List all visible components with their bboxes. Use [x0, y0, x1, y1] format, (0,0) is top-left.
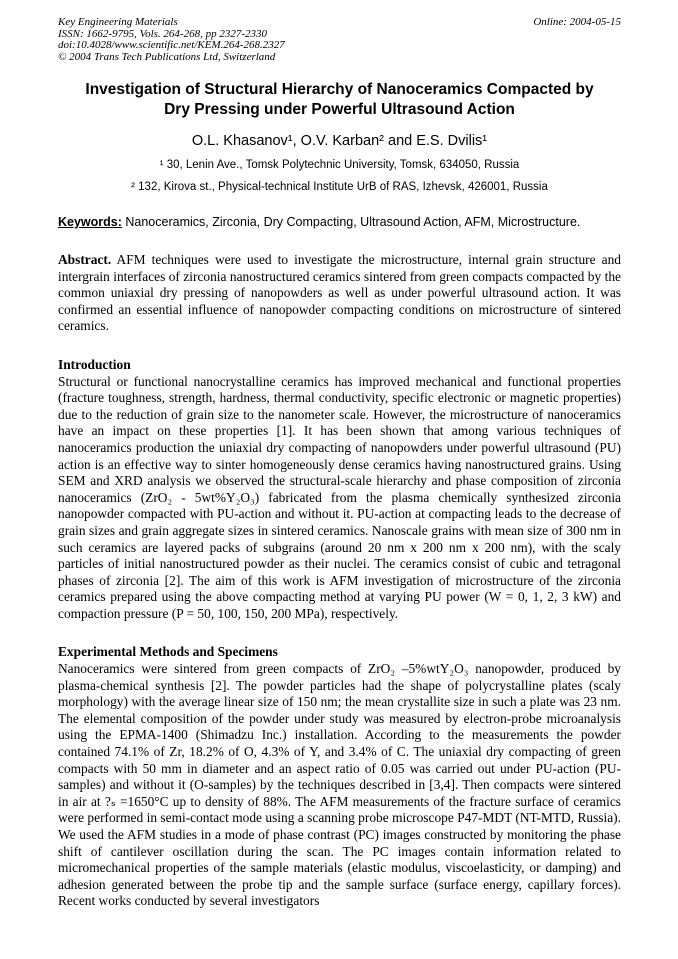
paper-title — [58, 80, 621, 120]
paper-title-line-1: Investigation of Structural Hierarchy of Nanoceramics Compacted by — [85, 81, 594, 98]
section-body-introduction: Structural or functional nanocrystalline ceramics has improved mechanical and functional properties (fracture toughness, strength, hardness, thermal conductivity, specific electronic or magnetic properties) due to the reduction of grain size to the nanometer scale. However, the microstructure of nanoceramics have an impact on these properties [1]. It has been shown that among various techniques of nanoceramics production the uniaxial dry compacting of nanopowders under powerful ultrasound (PU) action is an effective way to sinter homogeneously dense ceramics having nanostructured grains. Using SEM and XRD analysis we observed the structural-scale hierarchy and phase composition of zirconia nanoceramics (ZrO₂ - 5wt%Y₂O₃) fabricated from the plasma chemically synthesized zirconia nanopowder compacted with PU-action and without it. PU-action at compacting leads to the decrease of grain sizes and grain aggregate sizes in sintered ceramics. Nanoscale grains with mean size of 300 nm in such ceramics are layered packs of subgrains (around 20 nm x 200 nm x 200 nm), with the scaly particles of initial nanostructured powder as their nuclei. The ceramics consist of cubic and tetragonal phases of zirconia [2]. The aim of this work is AFM investigation of microstructure of the zirconia ceramics prepared using the above compacting method at varying PU power (W = 0, 1, 2, 3 kW) and compaction pressure (P = 50, 100, 150, 200 MPa), respectively. — [58, 373, 621, 621]
authors-line: O.L. Khasanov¹, O.V. Karban² and E.S. Dvilis¹ — [191, 133, 488, 149]
keywords-line — [58, 215, 621, 230]
paper-title-line-2: Dry Pressing under Powerful Ultrasound Action — [164, 101, 515, 118]
running-head — [58, 17, 621, 63]
keywords-label: Keywords: — [58, 215, 122, 229]
doi-line: doi:10.4028/www.scientific.net/KEM.264-268.2327 — [58, 39, 285, 51]
section-heading-experimental: Experimental Methods and Specimens — [58, 644, 278, 660]
section-heading-introduction: Introduction — [58, 356, 131, 372]
journal-name: Key Engineering Materials — [58, 16, 178, 28]
abstract-label: Abstract. — [58, 252, 112, 267]
affiliation-1: ¹ 30, Lenin Ave., Tomsk Polytechnic University, Tomsk, 634050, Russia — [159, 159, 520, 171]
issn-line: ISSN: 1662-9795, Vols. 264-268, pp 2327-2330 — [58, 27, 267, 40]
online-date: Online: 2004-05-15 — [533, 16, 621, 28]
affiliation-2: ² 132, Kirova st., Physical-technical Institute UrB of RAS, Izhevsk, 426001, Russia — [131, 181, 548, 193]
copyright-line: © 2004 Trans Tech Publications Ltd, Switzerland — [58, 50, 276, 63]
abstract-paragraph — [58, 252, 621, 335]
keywords-text: Nanoceramics, Zirconia, Dry Compacting, Ultrasound Action, AFM, Microstructure. — [121, 215, 581, 229]
section-body-experimental: Nanoceramics were sintered from green compacts of ZrO₂ –5%wtY₂O₃ nanopowder, produced by plasma-chemical synthesis [2]. The powder particles had the shape of polycrystalline plates (scaly morphology) with the average linear size of 150 nm; the mean crystallite size in such a plate was 23 nm. The elemental composition of the powder under study was measured by electron-probe microanalysis using the EPMA-1400 (Shimadzu Inc.) installation. According to the measurements the powder contained 74.1% of Zr, 18.2% of O, 4.3% of Y, and 3.4% of C. The uniaxial dry compacting of green compacts with 50 mm in diameter and an aspect ratio of 0.05 was carried out under PU-action (PU-samples) and without it (O-samples) by the techniques described in [3,4]. Then compacts were sintered in air at ?ₛ =1650°C up to density of 88%. The AFM measurements of the fracture surface of ceramics were performed in semi-contact mode using a scanning probe microscope P47-MDT (NT-MTD, Russia). We used the AFM studies in a mode of phase contrast (PC) images constructed by monitoring the phase shift of cantilever oscillation during the scan. The PC images contain information related to micromechanical properties of the sample materials (elastic modulus, viscoelasticity, or damping) and adhesion generated between the probe tip and the sample surface (surface energy, capillary forces). Recent works conducted by several investigators — [58, 661, 621, 909]
abstract-text: AFM techniques were used to investigate the microstructure, internal grain structure and intergrain interfaces of zirconia nanostructured ceramics sintered from green compacts compacted by the common uniaxial dry pressing of nanopowders as well as under powerful ultrasound action. It was confirmed an essential influence of nanopowder compacting conditions on microstructure of sintered ceramics. — [58, 252, 621, 334]
